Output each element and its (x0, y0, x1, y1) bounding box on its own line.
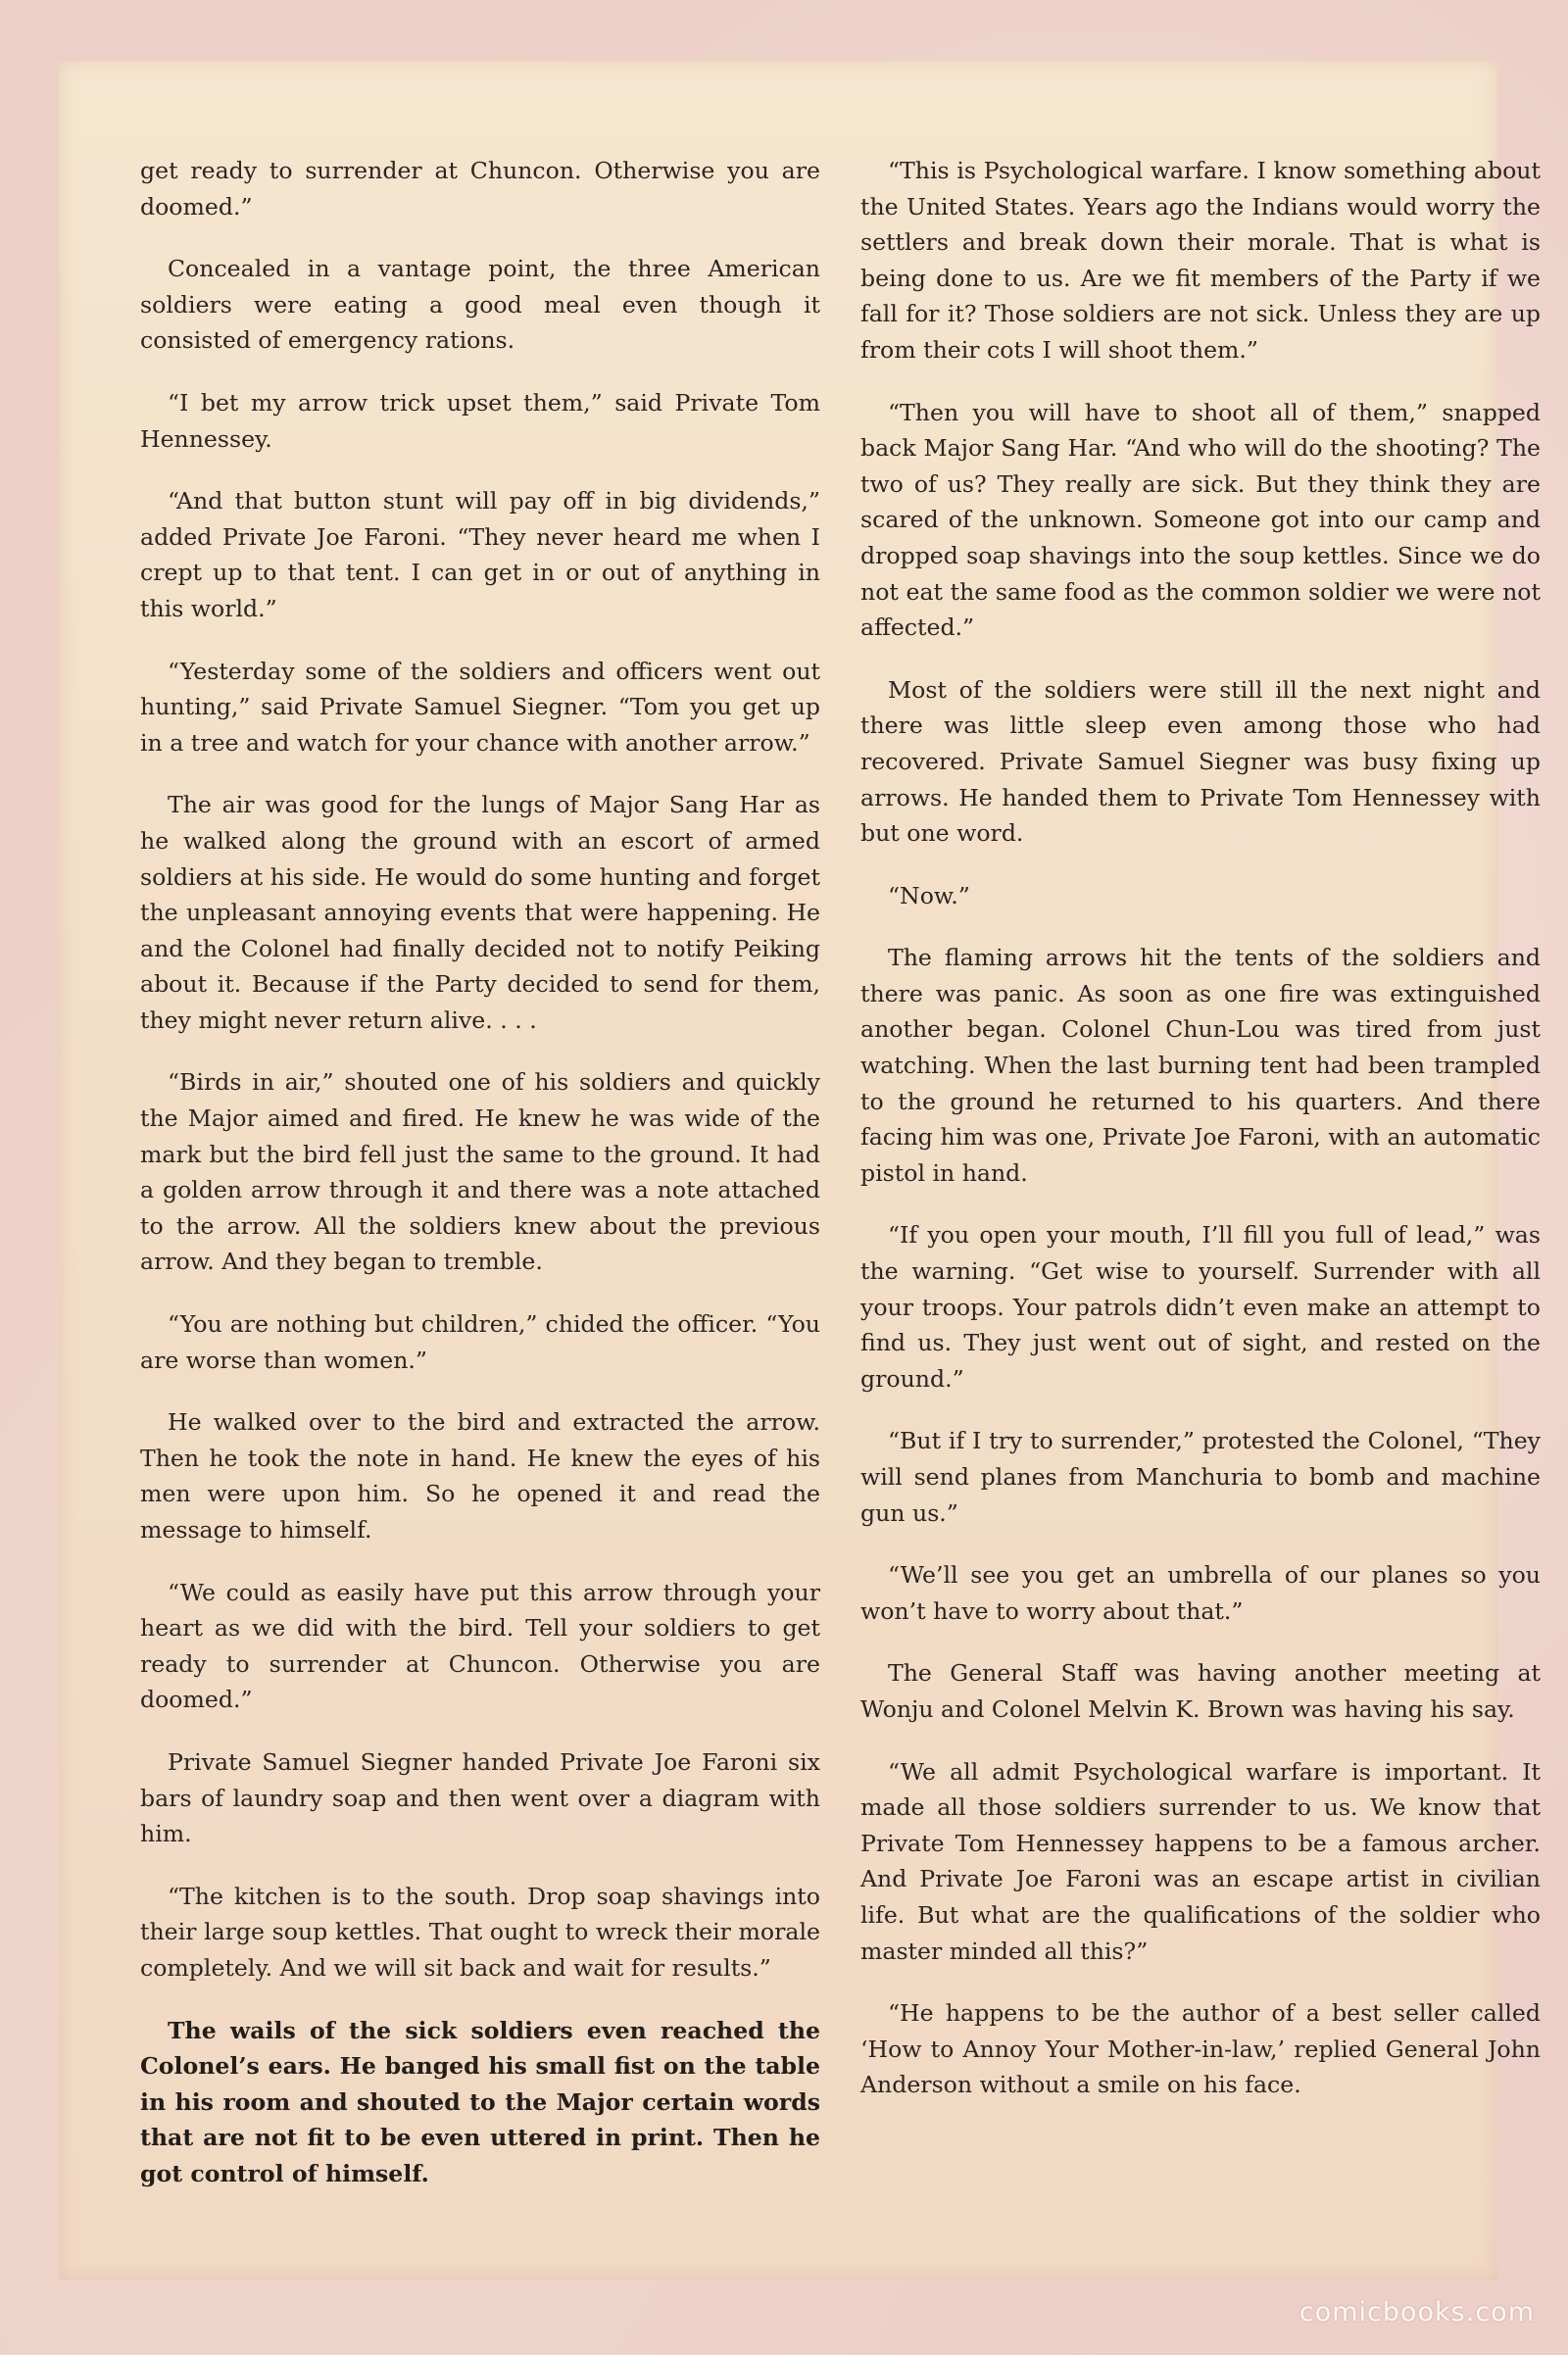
paragraph: “Now.” (888, 881, 970, 909)
printed-page (59, 61, 1541, 2280)
paragraph: “Yesterday some of the soldiers and officers went out hunting,” said Private Samuel Siegner. “Tom you get up in a tree and watch for your chance with another arrow.” (140, 657, 820, 757)
paragraph: “This is Psychological warfare. I know something about the United States. Years ago the Indians would worry the settlers and break down their morale. That is what is being done to us. Are we fit members of the Party if we fall for it? Those soldiers are not sick. Unless they are up from their cots I will shoot them.” (860, 157, 1541, 364)
paragraph: “The kitchen is to the south. Drop soap shavings into their large soup kettles. That ought to wreck their morale completely. And we will sit back and wait for results.” (140, 1882, 820, 1982)
paragraph: “We all admit Psychological warfare is important. It made all those soldiers surrender to us. We know that Private Tom Hennessey happens to be a famous archer. And Private Joe Faroni was an escape artist in civilian life. But what are the qualifications of the soldier who master minded all this?” (860, 1757, 1541, 1965)
paragraph: Concealed in a vantage point, the three American soldiers were eating a good meal even though it consisted of emergency rations. (140, 255, 820, 355)
paragraph: The flaming arrows hit the tents of the soldiers and there was panic. As soon as one fire was extinguished another began. Colonel Chun-Lou was tired from just watching. When the last burning tent had been trampled to the ground he returned to his quarters. And there facing him was one, Private Joe Faroni, with an automatic pistol in hand. (860, 944, 1541, 1187)
paragraph: “We’ll see you get an umbrella of our planes so you won’t have to worry about that.” (860, 1561, 1541, 1625)
paragraph: The wails of the sick soldiers even reached the Colonel’s ears. He banged his small fist on the table in his room and shouted to the Major certain words that are not fit to be even uttered in print. Then he got control of himself. (140, 2016, 820, 2187)
paragraph: The air was good for the lungs of Major Sang Har as he walked along the ground with an escort of armed soldiers at his side. He would do some hunting and forget the unpleasant annoying events that were happening. He and the Colonel had finally decided not to notify Peiking about it. Because if the Party decided to send for them, they might never return alive. . . . (140, 791, 820, 1034)
paragraph: “Then you will have to shoot all of them,” snapped back Major Sang Har. “And who will do the shooting? The two of us? They really are sick. But they think they are scared of the unknown. Someone got into our camp and dropped soap shavings into the soup kettles. Since we do not eat the same food as the common soldier we were not affected.” (860, 398, 1541, 642)
paragraph: “You are nothing but children,” chided the officer. “You are worse than women.” (140, 1310, 820, 1374)
paragraph: “We could as easily have put this arrow through your heart as we did with the bird. Tell your soldiers to get ready to surrender at Chuncon. Otherwise you are doomed.” (140, 1578, 820, 1714)
paragraph: Most of the soldiers were still ill the next night and there was little sleep even among those who had recovered. Private Samuel Siegner was busy fixing up arrows. He handed them to Private Tom Hennessey with but one word. (860, 675, 1541, 848)
paragraph: Private Samuel Siegner handed Private Joe Faroni six bars of laundry soap and then went over a diagram with him. (140, 1747, 820, 1848)
paragraph: “And that button stunt will pay off in big dividends,” added Private Joe Faroni. “They never heard me when I crept up to that tent. I can get in or out of anything in this world.” (140, 487, 820, 622)
paragraph: get ready to surrender at Chuncon. Otherwise you are doomed.” (140, 157, 820, 221)
paragraph: The General Staff was having another meeting at Wonju and Colonel Melvin K. Brown was having his say. (860, 1659, 1541, 1723)
left-text-column (140, 153, 820, 2219)
paragraph: “If you open your mouth, I’ll fill you full of lead,” was the warning. “Get wise to yourself. Surrender with all your troops. Your patrols didn’t even make an attempt to find us. They just went out of sight, and rested on the ground.” (860, 1221, 1541, 1393)
paragraph: “I bet my arrow trick upset them,” said Private Tom Hennessey. (140, 388, 820, 453)
paragraph: “But if I try to surrender,” protested the Colonel, “They will send planes from Manchuria to bomb and machine gun us.” (860, 1427, 1541, 1527)
site-watermark: comicbooks.com (1298, 2297, 1535, 2328)
right-text-column (860, 153, 1541, 2130)
paragraph: “Birds in air,” shouted one of his soldiers and quickly the Major aimed and fired. He knew he was wide of the mark but the bird fell just the same to the ground. It had a golden arrow through it and there was a note attached to the arrow. All the soldiers knew about the previous arrow. And they began to tremble. (140, 1068, 820, 1276)
paragraph: “He happens to be the author of a best seller called ‘How to Annoy Your Mother-in-law,’ replied General John Anderson without a smile on his face. (860, 1999, 1541, 2099)
paragraph: He walked over to the bird and extracted the arrow. Then he took the note in hand. He knew the eyes of his men were upon him. So he opened it and read the message to himself. (140, 1408, 820, 1544)
